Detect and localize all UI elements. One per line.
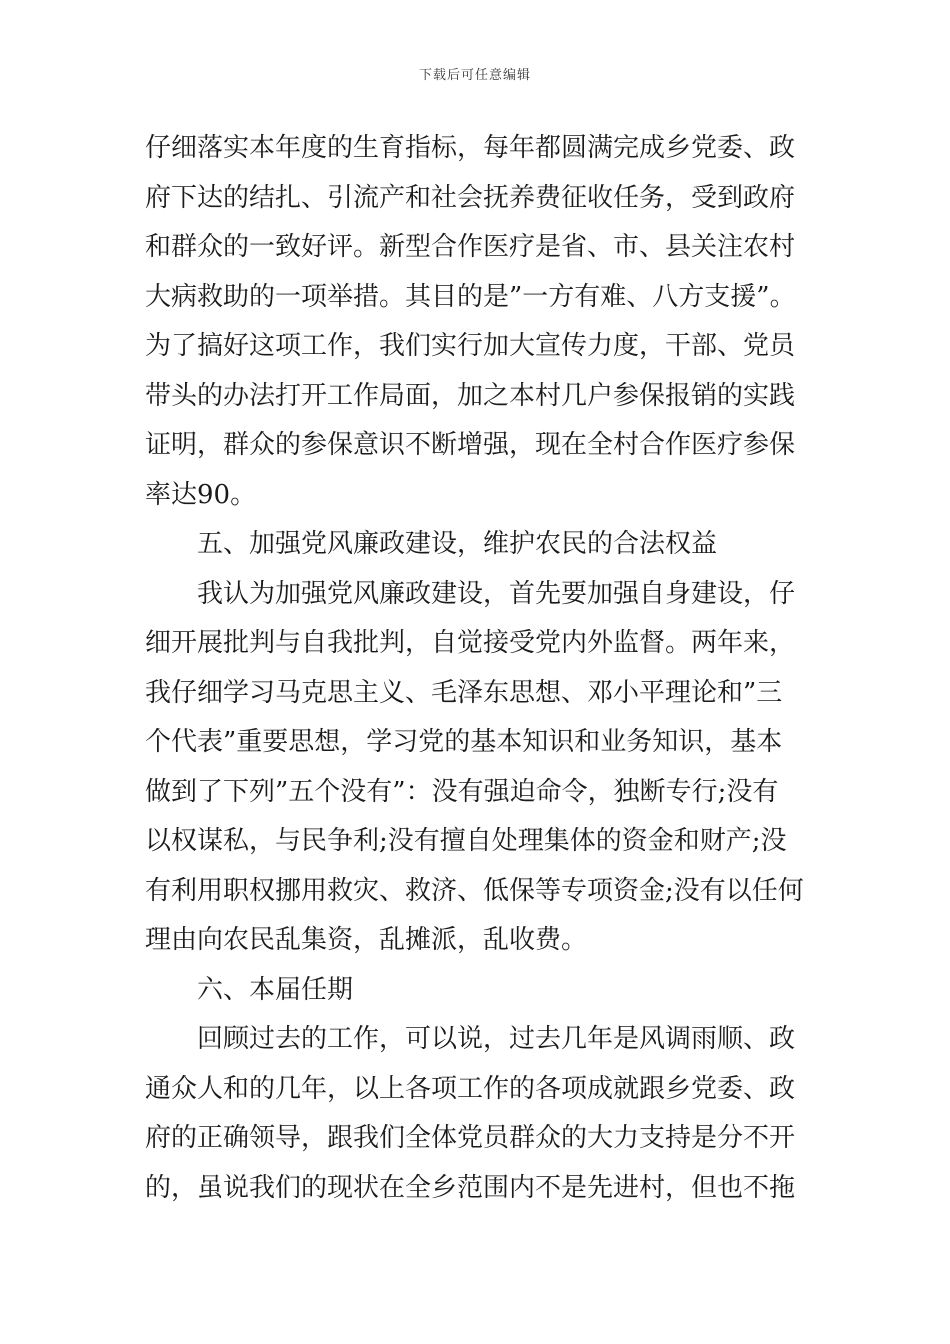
text-line: 有利用职权挪用救灾、救济、低保等专项资金;没有以任何 — [145, 875, 804, 906]
text-line: 和群众的一致好评。新型合作医疗是省、市、县关注农村 — [145, 232, 796, 262]
text-line: 府下达的结扎、引流产和社会抚养费征收任务，受到政府 — [145, 182, 796, 213]
page-header: 下载后可任意编辑 — [418, 68, 531, 83]
text-line: 回顾过去的工作，可以说，过去几年是风调雨顺、政 — [197, 1024, 796, 1054]
text-line: 证明，群众的参保意识不断增强，现在全村合作医疗参保 — [145, 430, 796, 460]
text-line: 理由向农民乱集资，乱摊派，乱收费。 — [145, 925, 588, 955]
text-line: 五、加强党风廉政建设，维护农民的合法权益 — [197, 529, 718, 559]
text-line: 带头的办法打开工作局面，加之本村几户参保报销的实践 — [145, 380, 796, 411]
text-line: 细开展批判与自我批判，自觉接受党内外监督。两年来， — [145, 628, 796, 658]
text-line: 我仔细学习马克思主义、毛泽东思想、邓小平理论和”三 — [145, 677, 783, 708]
text-line: 大病救助的一项举措。其目的是”一方有难、八方支援”。 — [145, 281, 796, 312]
text-line: 以权谋私，与民争利;没有擅自处理集体的资金和财产;没 — [145, 826, 787, 856]
text-line: 六、本届任期 — [197, 974, 354, 1005]
text-line: 个代表”重要思想，学习党的基本知识和业务知识，基本 — [145, 727, 783, 757]
document-body — [145, 124, 805, 1213]
text-line: 通众人和的几年，以上各项工作的各项成就跟乡党委、政 — [145, 1073, 796, 1104]
text-line: 为了搞好这项工作，我们实行加大宣传力度，干部、党员 — [145, 331, 796, 361]
text-line: 做到了下列”五个没有”：没有强迫命令，独断专行;没有 — [145, 776, 779, 807]
text-line: 仔细落实本年度的生育指标，每年都圆满完成乡党委、政 — [145, 133, 796, 163]
text-line: 的，虽说我们的现状在全乡范围内不是先进村，但也不拖 — [145, 1172, 796, 1203]
text-line: 率达90。 — [145, 479, 257, 510]
text-line: 府的正确领导，跟我们全体党员群众的大力支持是分不开 — [145, 1123, 796, 1153]
text-line: 我认为加强党风廉政建设，首先要加强自身建设，仔 — [197, 578, 796, 609]
